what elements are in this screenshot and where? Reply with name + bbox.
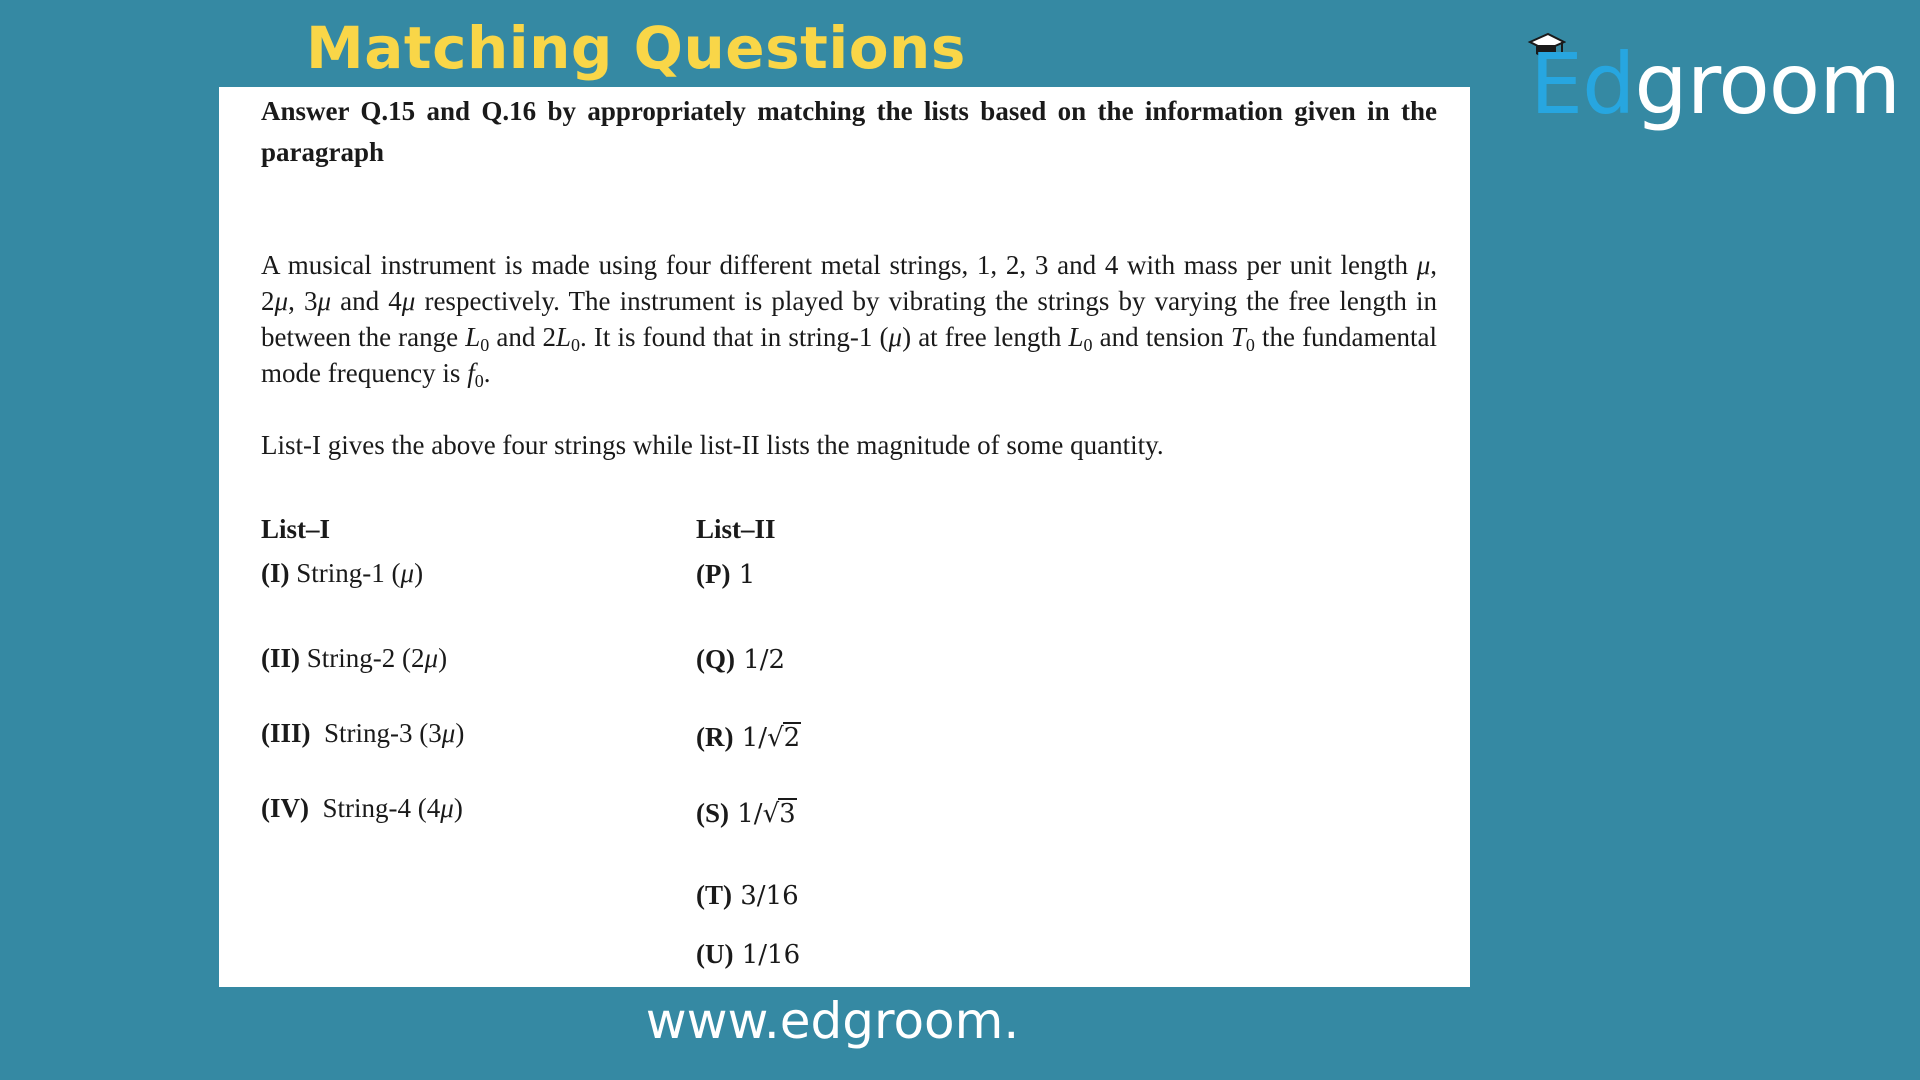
list1-item-text: String-2 (2 — [300, 643, 425, 673]
list2-item — [696, 719, 801, 756]
list2-item-tag: (R) — [696, 722, 734, 752]
symbol-mu: μ — [400, 558, 415, 588]
list2-item-value: 3/16 — [732, 881, 799, 911]
symbol-T: T — [1230, 322, 1246, 352]
list1-item-text: ) — [455, 718, 465, 748]
sqrt-radicand: 2 — [783, 723, 801, 753]
list2-item — [696, 795, 797, 832]
list-description: List-I gives the above four strings while list-II lists the magnitude of some quantity. — [261, 430, 1164, 460]
sqrt-radicand: 3 — [779, 799, 796, 829]
list1-item-tag: (II) — [261, 643, 300, 673]
list2-item-tag: (S) — [696, 798, 729, 828]
list1-item-text: String-1 ( — [289, 558, 401, 588]
list1-item — [261, 640, 447, 676]
logo-text — [1530, 34, 1900, 134]
list2-item-value: 1 — [730, 560, 756, 590]
list1-item — [261, 790, 463, 826]
list1-item-text: String-3 (3 — [310, 718, 442, 748]
paragraph-text: ) at free length — [902, 322, 1069, 352]
edgroom-logo — [1522, 28, 1902, 138]
list1-item-tag: (I) — [261, 558, 290, 588]
list2-item-tag: (U) — [696, 939, 734, 969]
list2-item-tag: (Q) — [696, 644, 735, 674]
paragraph-text: and 2 — [489, 322, 556, 352]
paragraph-text: and tension — [1092, 322, 1231, 352]
list1-item-tag: (III) — [261, 718, 311, 748]
list1-header: List–I — [261, 514, 331, 544]
list1-item-text: ) — [453, 793, 463, 823]
list1-item — [261, 715, 464, 751]
paragraph-text: . — [483, 358, 491, 388]
symbol-mu: μ — [274, 286, 289, 316]
list1-item — [261, 555, 423, 591]
list1-item-text: String-4 (4 — [309, 793, 441, 823]
list2-item — [696, 936, 800, 973]
logo-text-groom: groom — [1634, 35, 1901, 133]
symbol-mu: μ — [1416, 250, 1431, 280]
question-intro: Answer Q.15 and Q.16 by appropriately matching the lists based on the information given in the paragraph — [261, 96, 1437, 167]
list2-item-value: 1/2 — [734, 645, 786, 675]
symbol-mu: μ — [441, 718, 456, 748]
footer-url: www.edgroom. — [645, 992, 1020, 1050]
list1-item-tag: (IV) — [261, 793, 309, 823]
paragraph-text: respectively. The instrument is played by vibrating the strings by varying the free length in between the range — [261, 286, 1438, 352]
logo-text-ed: Ed — [1530, 35, 1635, 133]
list2-header: List–II — [696, 514, 776, 544]
symbol-f: f — [467, 358, 475, 388]
page-title: Matching Questions — [306, 14, 966, 82]
paragraph-text: A musical instrument is made using four different metal strings, 1, 2, 3 and 4 with mass per unit length — [261, 250, 1417, 280]
list1-item-text: ) — [414, 558, 424, 588]
sqrt-sign: √ — [767, 723, 784, 753]
symbol-mu: μ — [401, 286, 416, 316]
subscript-zero: 0 — [474, 371, 484, 391]
subscript-zero: 0 — [1083, 335, 1093, 355]
symbol-L: L — [1068, 322, 1084, 352]
list2-item-tag: (T) — [696, 880, 732, 910]
list2-item-tag: (P) — [696, 559, 731, 589]
paragraph-text: the fundamental mode frequency is — [261, 322, 1438, 388]
symbol-mu: μ — [317, 286, 332, 316]
list2-item — [696, 556, 755, 593]
paragraph-text: , 2 — [261, 250, 1437, 316]
paragraph-text: . It is found that in string-1 ( — [580, 322, 889, 352]
paragraph-text: , 3 — [288, 286, 318, 316]
list2-item — [696, 641, 785, 678]
list2-item-value: 1/16 — [733, 940, 801, 970]
subscript-zero: 0 — [1245, 335, 1255, 355]
list2-item-value: 1/ — [733, 723, 768, 753]
subscript-zero: 0 — [571, 335, 581, 355]
symbol-mu: μ — [888, 322, 903, 352]
subscript-zero: 0 — [480, 335, 490, 355]
list1-item-text: ) — [438, 643, 448, 673]
symbol-L: L — [465, 322, 481, 352]
sqrt-sign: √ — [762, 799, 780, 829]
symbol-L: L — [555, 322, 572, 352]
question-card — [219, 87, 1470, 987]
list2-item-value: 1/ — [729, 799, 763, 829]
symbol-mu: μ — [440, 793, 454, 823]
list2-item — [696, 877, 799, 914]
paragraph-text: and 4 — [331, 286, 402, 316]
symbol-mu: μ — [424, 643, 439, 673]
question-paragraph — [261, 247, 1437, 391]
